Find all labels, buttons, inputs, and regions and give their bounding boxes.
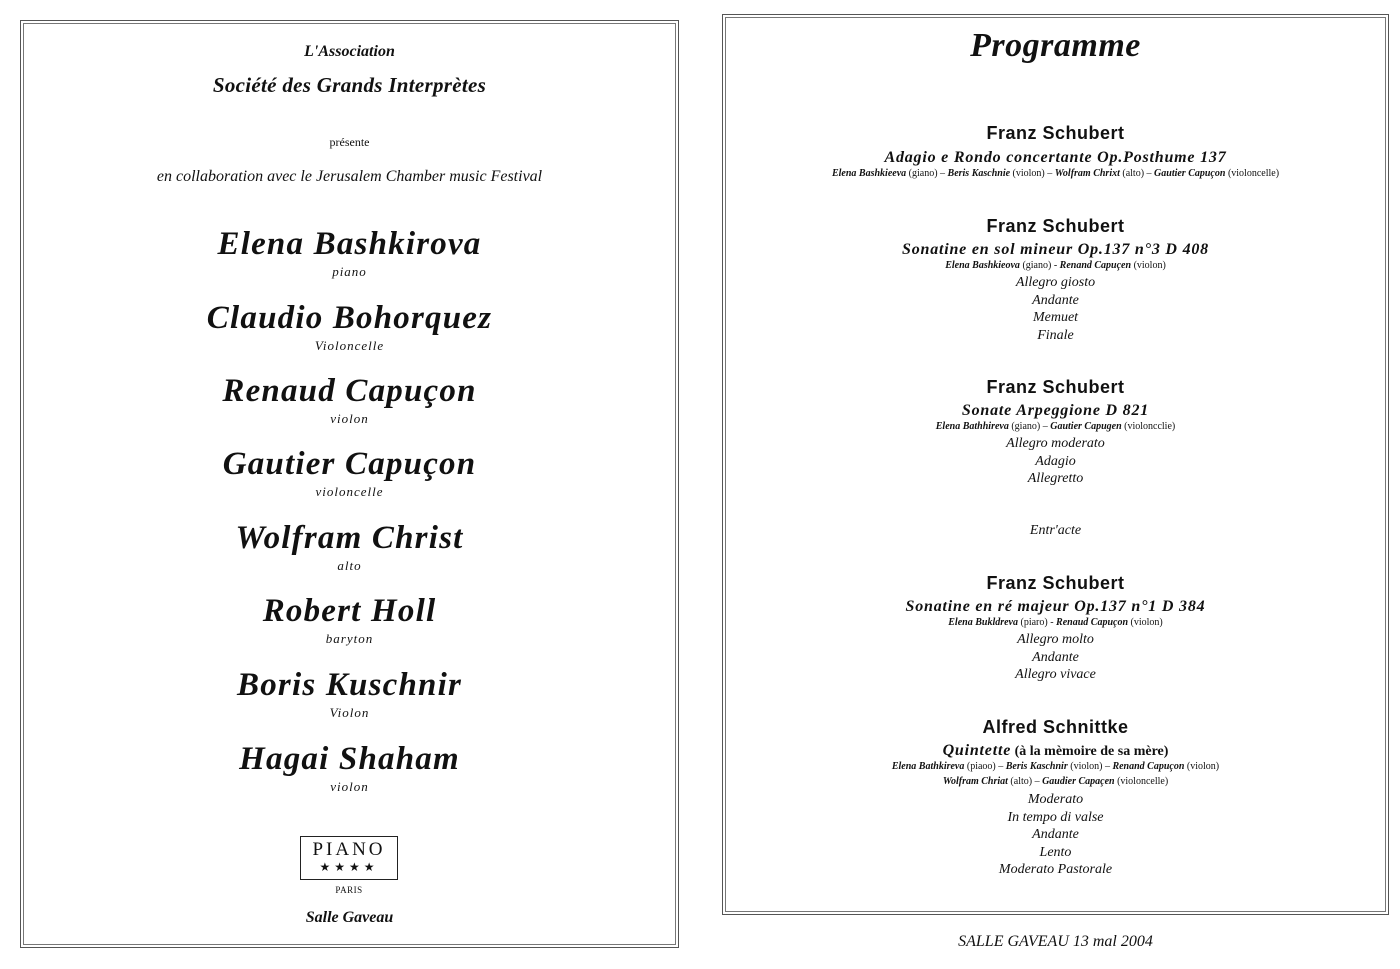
- artist-instrument: alto: [337, 558, 362, 573]
- movement: In tempo di valse: [1007, 809, 1104, 825]
- performer-role: (alto) –: [1119, 168, 1155, 179]
- composer-name: Franz Schubert: [986, 216, 1125, 236]
- performer-name: Wolfram Chriat: [942, 776, 1008, 787]
- composer-name: Franz Schubert: [986, 573, 1125, 593]
- performer-role: (violoncclie): [1121, 421, 1176, 432]
- association-line1: L'Association: [304, 43, 395, 60]
- work-title: [723, 241, 1388, 259]
- performer-name: Elena Bathkireva: [891, 761, 965, 772]
- artist-instrument: baryton: [325, 631, 374, 646]
- performer-role: (violon): [1128, 617, 1163, 628]
- performer-role: (piaoo) –: [964, 761, 1006, 772]
- movement: Lento: [1039, 844, 1072, 860]
- artist-name: Claudio Bohorquez: [206, 300, 493, 336]
- artist-instrument: violon: [330, 411, 369, 426]
- performers-line: [723, 260, 1388, 271]
- performer-role: (violoncelle): [1225, 168, 1280, 179]
- movement: Allegro vivace: [1015, 667, 1096, 682]
- venue-left: Salle Gaveau: [305, 909, 394, 926]
- movement: Allegro molto: [1017, 632, 1094, 647]
- performer-name: Beris Kaschnir: [1005, 761, 1068, 772]
- work-title-text: Adagio e Rondo concertante Op.Posthume 137: [884, 149, 1227, 166]
- artist-instrument: violoncelle: [315, 484, 384, 499]
- movement: Allegretto: [1027, 471, 1084, 486]
- movement: Allegro moderato: [1006, 436, 1105, 451]
- performer-name: Renaud Capuçon: [1056, 617, 1129, 628]
- footer-venue: SALLE GAVEAU: [958, 933, 1069, 950]
- movement: Moderato: [1027, 792, 1084, 807]
- movement: Andante: [1032, 827, 1079, 842]
- entracte-text: Entr'acte: [1029, 523, 1082, 538]
- movement: Memuet: [1032, 310, 1079, 325]
- performer-name: Renand Capuçon: [1112, 761, 1185, 772]
- performer-name: Elena Bukldreva: [948, 617, 1018, 628]
- artist-name: Hagai Shaham: [239, 741, 460, 777]
- performer-role: (giano) –: [906, 168, 948, 179]
- artist-name: Robert Holl: [262, 593, 437, 629]
- movement: Finale: [1037, 327, 1074, 343]
- logo-stars: ★★★★: [319, 860, 379, 874]
- footer-date: 13 mal 2004: [1072, 933, 1153, 950]
- work-title: [723, 149, 1388, 167]
- movement: Moderato Pastorale: [998, 862, 1113, 877]
- movement: Andante: [1032, 649, 1079, 665]
- performer-name: Elena Bashkieeva: [831, 168, 907, 179]
- work-title-text: Sonatine en ré majeur Op.137 n°1 D 384: [905, 598, 1206, 615]
- movement: Adagio: [1035, 453, 1076, 469]
- artist-instrument: violon: [330, 779, 369, 794]
- movement: Allegro giosto: [1015, 275, 1096, 290]
- work-note: (à la mèmoire de sa mère): [1011, 744, 1169, 759]
- performer-name: Gautier Capuçon: [1154, 168, 1226, 179]
- performer-name: Elena Bathhireva: [935, 421, 1009, 432]
- performer-role: (violon): [1184, 761, 1220, 772]
- artist-instrument: Violoncelle: [314, 338, 385, 353]
- composer-name: Franz Schubert: [986, 377, 1125, 397]
- performer-role: (alto) –: [1007, 776, 1043, 787]
- composer-name: Franz Schubert: [986, 123, 1125, 143]
- artist-instrument: Violon: [329, 705, 370, 720]
- performer-name: Gautier Capugen: [1050, 421, 1122, 432]
- logo-city: PARIS: [335, 885, 363, 895]
- work-title-text: Sonate Arpeggione D 821: [961, 402, 1150, 419]
- performer-name: Beris Kaschnie: [947, 168, 1011, 179]
- logo-word: PIANO: [312, 839, 386, 860]
- cover-panel: [20, 20, 679, 948]
- performer-name: Renand Capuçen: [1059, 260, 1132, 271]
- programme-title: Programme: [970, 27, 1141, 64]
- artist-name: Boris Kuschnir: [237, 667, 462, 703]
- performer-role: (giano) -: [1019, 260, 1060, 271]
- performer-role: (violon): [1131, 260, 1166, 271]
- footer-venue-date: [722, 933, 1389, 951]
- work-title: [723, 742, 1388, 760]
- performers-line: [723, 776, 1388, 787]
- composer-name: Alfred Schnittke: [982, 717, 1129, 737]
- performer-name: Gaudier Capaçen: [1042, 776, 1115, 787]
- performers-line: [723, 761, 1388, 772]
- performer-name: Wolfram Chrixt: [1054, 168, 1120, 179]
- artist-name: Gautier Capuçon: [222, 446, 477, 482]
- artist-instrument: piano: [332, 264, 367, 279]
- piano-logo: [300, 836, 398, 880]
- performers-line: [723, 168, 1388, 179]
- association-line2: Société des Grands Interprètes: [212, 73, 487, 97]
- work-title: [723, 598, 1388, 616]
- performer-role: (piaro) -: [1018, 617, 1057, 628]
- programme-panel: [722, 14, 1389, 915]
- performer-role: (violon) –: [1010, 168, 1055, 179]
- collaboration-text: en collaboration avec le Jerusalem Chamber music Festival: [156, 168, 543, 185]
- performer-role: (violoncelle): [1114, 776, 1169, 787]
- work-title-text: Sonatine en sol mineur Op.137 n°3 D 408: [902, 241, 1209, 258]
- performers-line: [723, 617, 1388, 628]
- work-title: [723, 402, 1388, 420]
- artist-name: Wolfram Christ: [235, 520, 464, 556]
- performer-name: Elena Bashkieova: [945, 260, 1020, 271]
- artist-name: Elena Bashkirova: [217, 226, 482, 262]
- presents-text: présente: [329, 135, 370, 149]
- performer-role: (violon) –: [1067, 761, 1113, 772]
- movement: Andante: [1032, 292, 1079, 308]
- artist-name: Renaud Capuçon: [222, 373, 477, 409]
- work-title-text: Quintette: [942, 742, 1012, 759]
- performers-line: [723, 421, 1388, 432]
- performer-role: (giano) –: [1008, 421, 1051, 432]
